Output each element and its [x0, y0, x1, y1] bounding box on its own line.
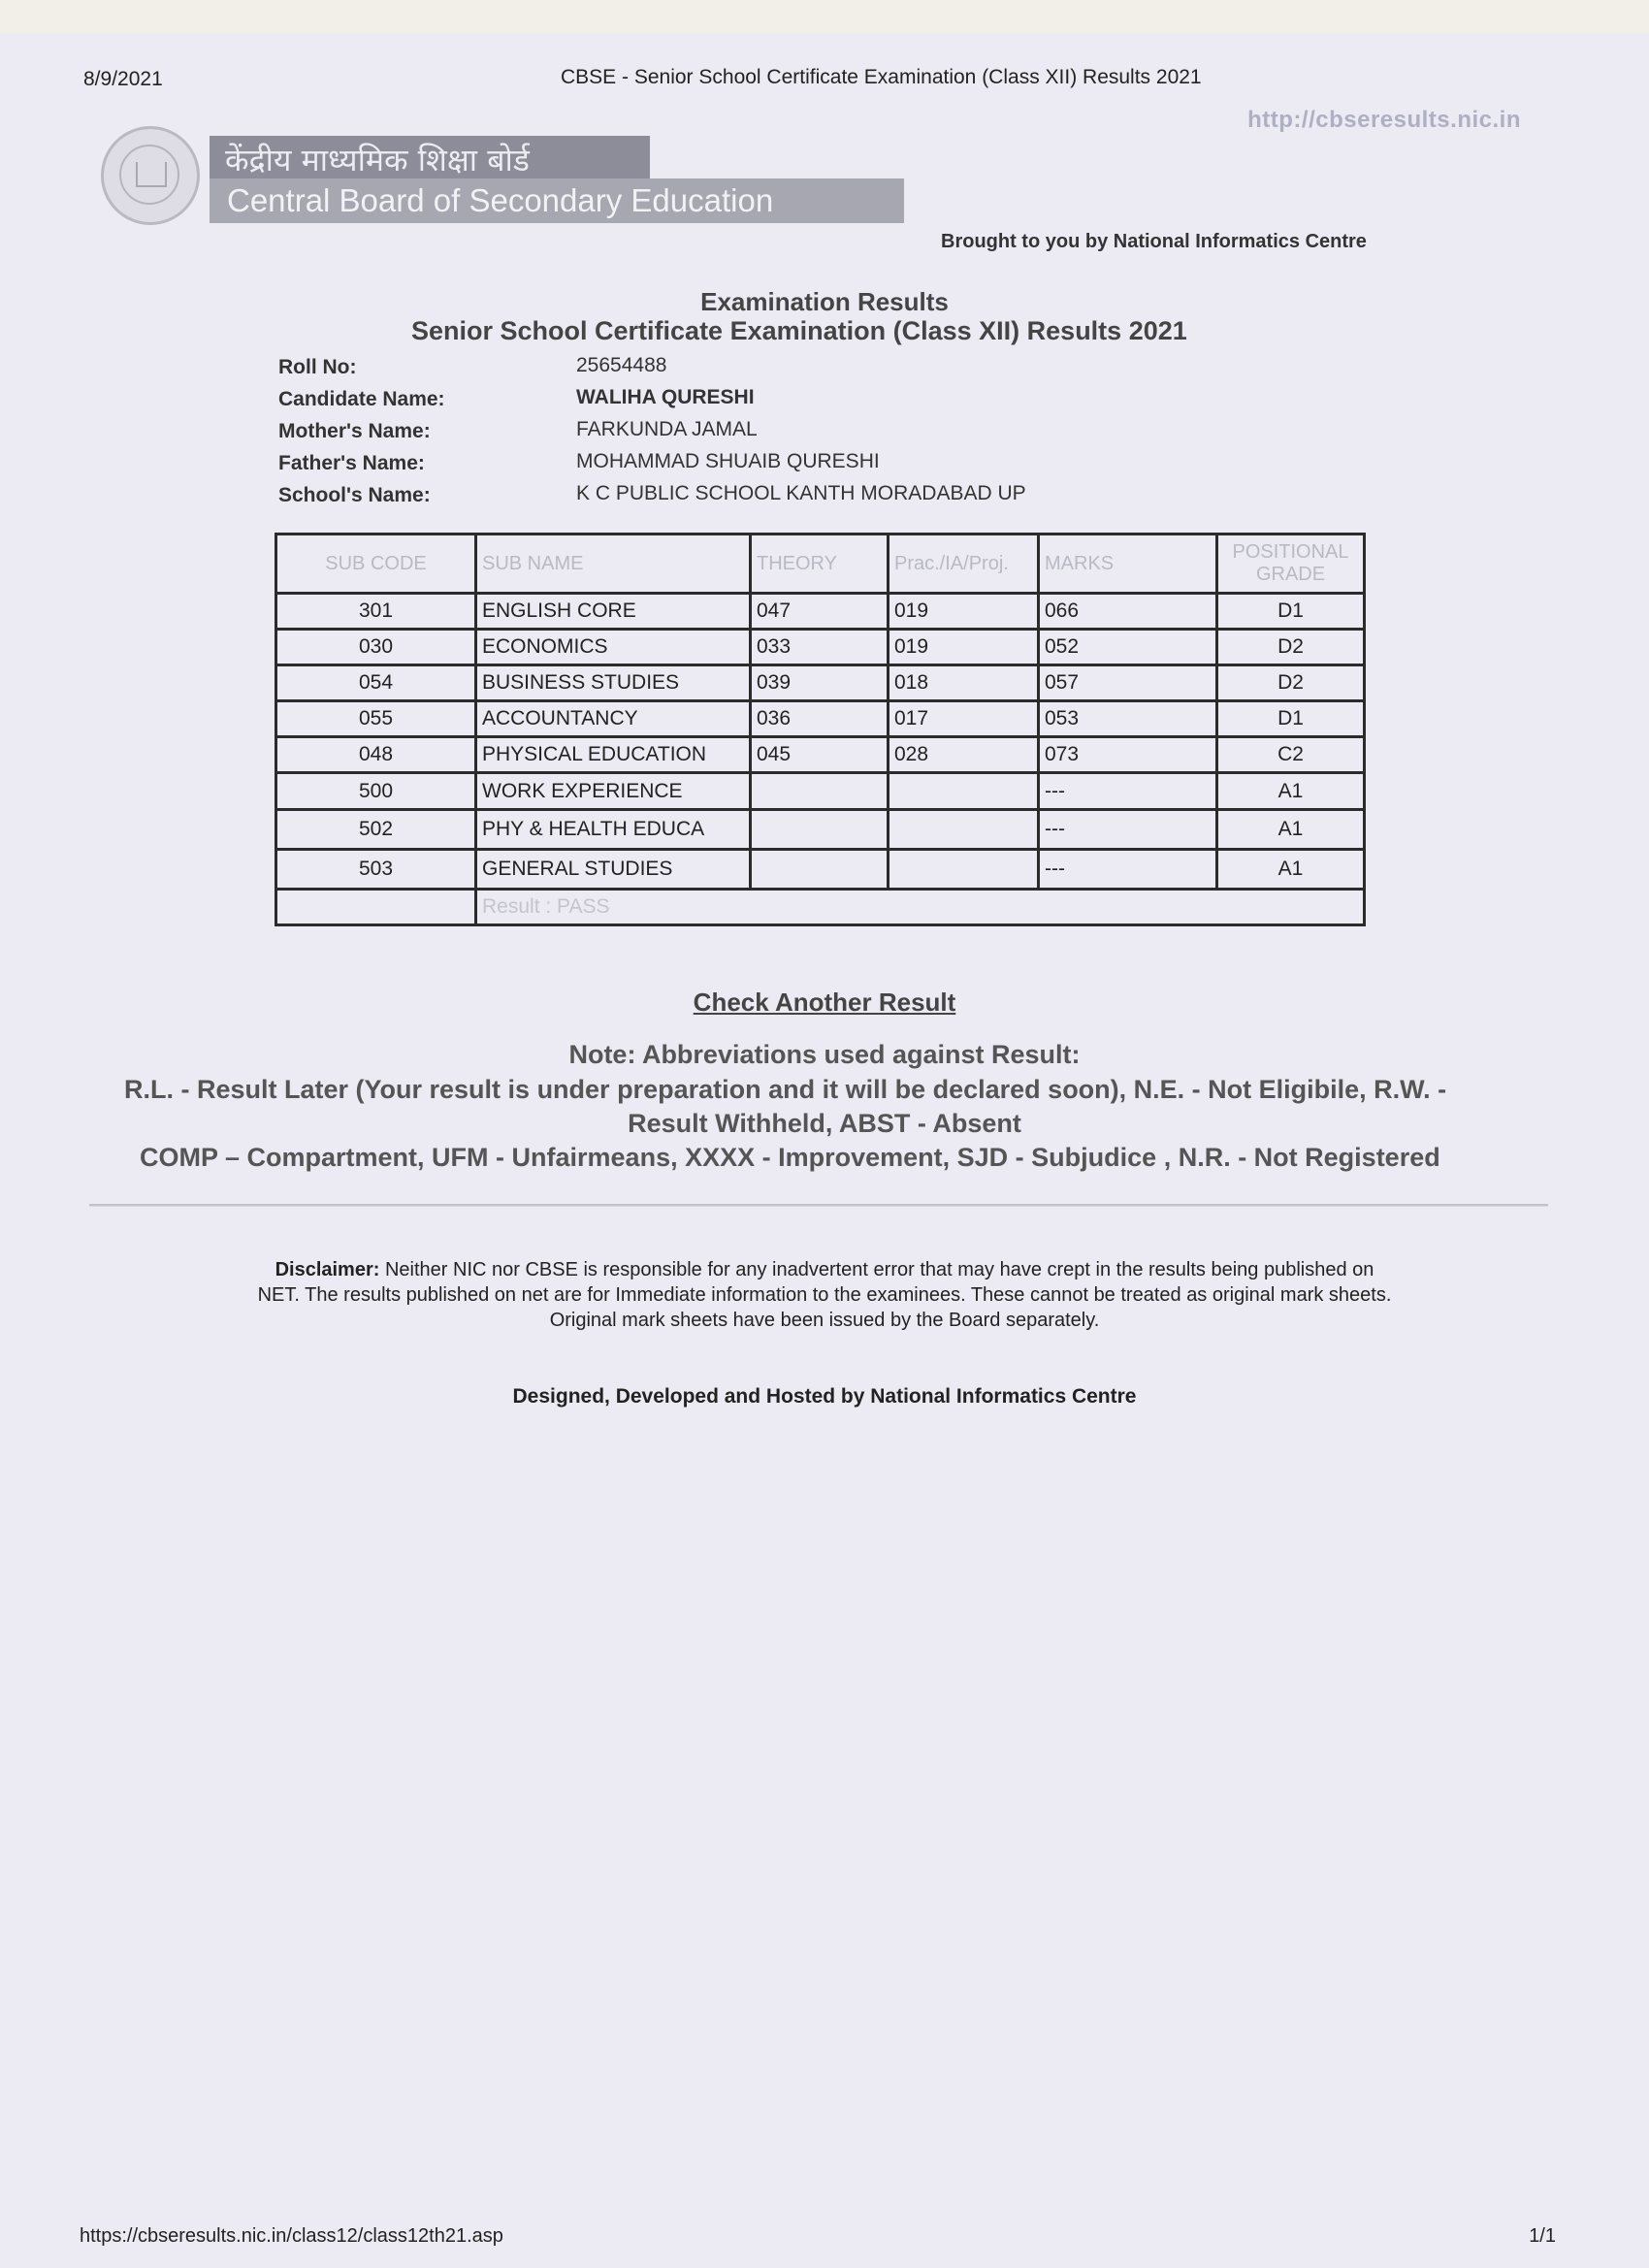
cell-theory: [751, 850, 889, 890]
candidate-name-value: WALIHA QURESHI: [576, 386, 755, 408]
col-header-sub-code: SUB CODE: [276, 535, 476, 594]
cell-marks: 053: [1039, 701, 1217, 737]
roll-label: Roll No:: [278, 356, 357, 378]
footer-page-number: 1/1: [1529, 2225, 1556, 2247]
cell-marks: 052: [1039, 630, 1217, 665]
cell-sub-name: PHY & HEALTH EDUCA: [476, 810, 751, 850]
cell-sub-name: ECONOMICS: [476, 630, 751, 665]
cell-sub-code: 301: [276, 594, 476, 630]
logo-book-icon: [136, 162, 167, 187]
note-line-3: COMP – Compartment, UFM - Unfairmeans, XXXX - Improvement, SJD - Subjudice , N.R. - Not Registered: [140, 1143, 1440, 1172]
result-status: Result : PASS: [476, 890, 1365, 925]
print-page-title: CBSE - Senior School Certificate Examination (Class XII) Results 2021: [561, 66, 1202, 88]
cell-theory: 033: [751, 630, 889, 665]
scan-top-band: [0, 0, 1649, 33]
check-another-result-link[interactable]: Check Another Result: [693, 988, 956, 1017]
cell-marks: ---: [1039, 810, 1217, 850]
table-row: [276, 737, 1365, 773]
cell-sub-code: 502: [276, 810, 476, 850]
table-row: [276, 594, 1365, 630]
table-row: [276, 701, 1365, 737]
col-header-practical: Prac./IA/Proj.: [889, 535, 1039, 594]
cell-grade: A1: [1217, 810, 1365, 850]
banner-hindi-text: केंद्रीय माध्यमिक शिक्षा बोर्ड: [225, 142, 530, 178]
table-row: [276, 773, 1365, 810]
mother-name-value: FARKUNDA JAMAL: [576, 418, 758, 440]
site-url[interactable]: http://cbseresults.nic.in: [1247, 107, 1521, 133]
table-row: [276, 810, 1365, 850]
cell-grade: D2: [1217, 630, 1365, 665]
cell-sub-code: 030: [276, 630, 476, 665]
designed-by-text: Designed, Developed and Hosted by National Informatics Centre: [512, 1385, 1137, 1408]
table-header-row: [276, 535, 1365, 594]
cell-sub-code: 054: [276, 665, 476, 701]
page-heading: Examination Results: [700, 287, 949, 316]
cell-practical: 019: [889, 630, 1039, 665]
cell-sub-name: GENERAL STUDIES: [476, 850, 751, 890]
cbse-logo: [101, 126, 200, 225]
cell-grade: A1: [1217, 850, 1365, 890]
cell-grade: D2: [1217, 665, 1365, 701]
cell-marks: 066: [1039, 594, 1217, 630]
cell-marks: 057: [1039, 665, 1217, 701]
table-row: [276, 665, 1365, 701]
disclaimer-label: Disclaimer:: [275, 1259, 380, 1280]
print-date: 8/9/2021: [83, 68, 163, 90]
cell-practical: 017: [889, 701, 1039, 737]
father-name-label: Father's Name:: [278, 452, 425, 474]
cell-theory: 047: [751, 594, 889, 630]
cell-marks: ---: [1039, 773, 1217, 810]
cell-sub-code: 503: [276, 850, 476, 890]
cell-practical: [889, 773, 1039, 810]
cell-grade: D1: [1217, 701, 1365, 737]
cell-practical: 028: [889, 737, 1039, 773]
cell-sub-code: 055: [276, 701, 476, 737]
col-header-theory: THEORY: [751, 535, 889, 594]
school-name-label: School's Name:: [278, 484, 431, 506]
candidate-name-label: Candidate Name:: [278, 388, 445, 410]
divider: [89, 1204, 1548, 1207]
col-header-marks: MARKS: [1039, 535, 1217, 594]
roll-value: 25654488: [576, 354, 667, 376]
page-subheading: Senior School Certificate Examination (Class XII) Results 2021: [411, 316, 1187, 345]
cell-marks: ---: [1039, 850, 1217, 890]
table-row: [276, 630, 1365, 665]
footer-url: https://cbseresults.nic.in/class12/class12th21.asp: [80, 2225, 503, 2247]
cell-grade: C2: [1217, 737, 1365, 773]
cell-grade: D1: [1217, 594, 1365, 630]
cell-practical: [889, 850, 1039, 890]
result-row: [276, 890, 1365, 925]
cell-theory: [751, 773, 889, 810]
cell-theory: [751, 810, 889, 850]
cell-sub-name: WORK EXPERIENCE: [476, 773, 751, 810]
cell-practical: [889, 810, 1039, 850]
father-name-value: MOHAMMAD SHUAIB QURESHI: [576, 450, 880, 472]
cell-marks: 073: [1039, 737, 1217, 773]
mother-name-label: Mother's Name:: [278, 420, 431, 442]
cell-sub-name: PHYSICAL EDUCATION: [476, 737, 751, 773]
cell-practical: 019: [889, 594, 1039, 630]
disclaimer-text: Neither NIC nor CBSE is responsible for any inadvertent error that may have crept in the results being published on NET. The results published on net are for Immediate information to the examinees. These cannot be treated as original mark sheets. Original mark sheets have been issued by the Board separately.: [257, 1259, 1392, 1331]
cell-practical: 018: [889, 665, 1039, 701]
note-heading: Note: Abbreviations used against Result:: [568, 1040, 1081, 1069]
col-header-sub-name: SUB NAME: [476, 535, 751, 594]
marks-table: [275, 533, 1366, 926]
school-name-value: K C PUBLIC SCHOOL KANTH MORADABAD UP: [576, 482, 1026, 504]
result-blank-cell: [276, 890, 476, 925]
cell-grade: A1: [1217, 773, 1365, 810]
cell-theory: 039: [751, 665, 889, 701]
cell-theory: 045: [751, 737, 889, 773]
cell-sub-name: BUSINESS STUDIES: [476, 665, 751, 701]
cell-sub-name: ACCOUNTANCY: [476, 701, 751, 737]
banner-english-text: Central Board of Secondary Education: [227, 182, 774, 218]
col-header-grade: POSITIONAL GRADE: [1217, 535, 1365, 594]
brought-by-text: Brought to you by National Informatics Centre: [941, 231, 1367, 252]
note-line-2: Result Withheld, ABST - Absent: [628, 1109, 1021, 1138]
cell-theory: 036: [751, 701, 889, 737]
note-line-1: R.L. - Result Later (Your result is under preparation and it will be declared soon), N.E. - Not Eligibile, R.W. -: [124, 1075, 1447, 1104]
table-row: [276, 850, 1365, 890]
cell-sub-code: 500: [276, 773, 476, 810]
disclaimer: [252, 1257, 1397, 1333]
cell-sub-code: 048: [276, 737, 476, 773]
cell-sub-name: ENGLISH CORE: [476, 594, 751, 630]
